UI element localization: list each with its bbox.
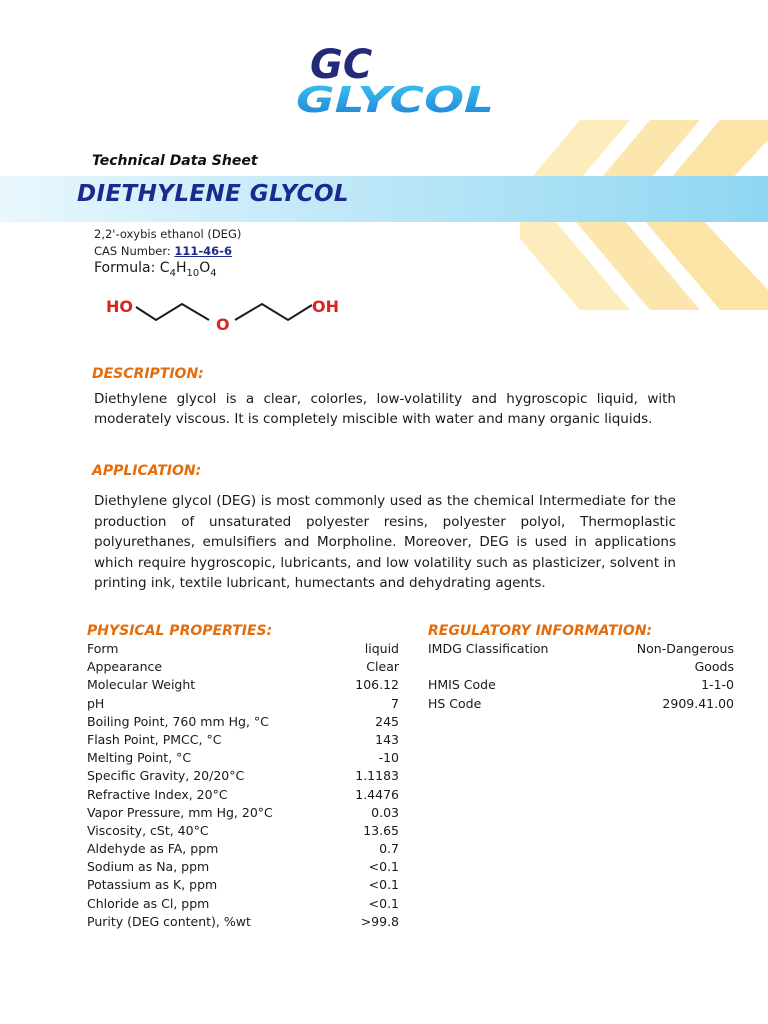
formula-label: Formula: <box>94 260 160 276</box>
table-row <box>428 659 734 677</box>
description-text: Diethylene glycol is a clear, colorles, low-volatility and hygroscopic liquid, with moderately viscous. It is completely miscible with water and many organic liquids. <box>94 391 676 427</box>
property-label: Aldehyde as FA, ppm <box>87 841 219 857</box>
table-row <box>87 823 399 841</box>
property-value: 143 <box>375 731 399 747</box>
molecular-structure <box>104 290 350 336</box>
property-label: Chloride as Cl, ppm <box>87 895 210 911</box>
property-value: <0.1 <box>368 859 399 875</box>
table-row <box>87 659 399 677</box>
structure-right-group: OH <box>312 297 339 316</box>
property-label: Form <box>87 641 119 656</box>
table-row <box>87 914 399 932</box>
table-row <box>428 677 734 695</box>
property-value: 106.12 <box>355 677 399 693</box>
table-row <box>428 641 734 659</box>
table-row <box>87 732 399 750</box>
property-label: pH <box>87 695 105 711</box>
table-row <box>87 787 399 805</box>
application-heading: APPLICATION: <box>92 463 202 479</box>
property-label: Purity (DEG content), %wt <box>87 913 251 929</box>
property-label: Refractive Index, 20°C <box>87 786 228 802</box>
property-value: <0.1 <box>368 895 399 911</box>
physical-properties-heading: PHYSICAL PROPERTIES: <box>87 623 273 639</box>
table-row <box>87 859 399 877</box>
property-label: HMIS Code <box>428 677 496 693</box>
property-value: 1.1183 <box>355 768 399 784</box>
description-heading: DESCRIPTION: <box>92 366 204 382</box>
chemical-name: 2,2'-oxybis ethanol (DEG) <box>94 227 242 241</box>
cas-line <box>94 244 232 258</box>
product-title: DIETHYLENE GLYCOL <box>77 181 349 207</box>
property-label: Specific Gravity, 20/20°C <box>87 768 245 784</box>
property-label <box>428 659 597 677</box>
table-row <box>87 896 399 914</box>
regulatory-table <box>428 641 734 714</box>
property-value: 1.4476 <box>355 786 399 802</box>
property-value: 0.03 <box>371 804 399 820</box>
formula-value: $C_4H_{10}O_4$ <box>159 260 217 279</box>
table-row <box>87 714 399 732</box>
property-value: 0.7 <box>379 841 399 857</box>
table-row <box>87 768 399 786</box>
property-label: Molecular Weight <box>87 677 196 693</box>
property-label: IMDG Classification <box>428 641 549 656</box>
cas-label: CAS Number: <box>94 244 175 258</box>
property-value: 2909.41.00 <box>662 695 734 711</box>
property-value: >99.8 <box>360 913 399 929</box>
table-row <box>87 877 399 895</box>
physical-properties-table <box>87 641 399 932</box>
property-value: Goods <box>694 659 734 675</box>
property-value: 245 <box>375 713 399 729</box>
table-row <box>87 841 399 859</box>
logo-line1: GC <box>310 44 373 88</box>
document-type-label: Technical Data Sheet <box>92 153 258 169</box>
gc-glycol-logo <box>296 44 496 116</box>
table-row <box>87 805 399 823</box>
property-value: 1-1-0 <box>701 677 734 693</box>
property-label: Vapor Pressure, mm Hg, 20°C <box>87 804 273 820</box>
logo-line2: GLYCOL <box>296 80 494 116</box>
formula-line <box>94 260 217 279</box>
property-value: 13.65 <box>363 822 399 838</box>
property-value: 7 <box>391 695 399 711</box>
structure-left-group: HO <box>106 297 133 316</box>
table-row <box>87 641 399 659</box>
application-text: Diethylene glycol (DEG) is most commonly used as the chemical Intermediate for the production of unsaturated polyester resins, polyester polyol, Thermoplastic polyurethanes, emulsifiers and Morpholine. Moreover, DEG is used in applications which require hygroscopic, lubricants, and low volatility such as plasticizer, solvent in printing ink, textile lubricant, humectants and dehydrating agents. <box>94 493 676 592</box>
property-value: <0.1 <box>368 877 399 893</box>
table-row <box>87 750 399 768</box>
regulatory-heading: REGULATORY INFORMATION: <box>428 623 653 639</box>
structure-center-atom: O <box>216 315 230 334</box>
table-row <box>87 677 399 695</box>
property-label: Appearance <box>87 659 163 675</box>
property-value: liquid <box>364 641 399 656</box>
property-label: Potassium as K, ppm <box>87 877 218 893</box>
property-label: Flash Point, PMCC, °C <box>87 731 222 747</box>
property-value: Clear <box>366 659 399 675</box>
property-label: Viscosity, cSt, 40°C <box>87 822 209 838</box>
property-value: -10 <box>378 750 399 766</box>
property-value: Non-Dangerous <box>636 641 734 656</box>
property-label: Sodium as Na, ppm <box>87 859 210 875</box>
cas-number: 111-46-6 <box>174 244 232 258</box>
property-label: Boiling Point, 760 mm Hg, °C <box>87 713 269 729</box>
table-row <box>428 696 734 714</box>
property-label: Melting Point, °C <box>87 750 192 766</box>
table-row <box>87 696 399 714</box>
property-label: HS Code <box>428 695 482 711</box>
